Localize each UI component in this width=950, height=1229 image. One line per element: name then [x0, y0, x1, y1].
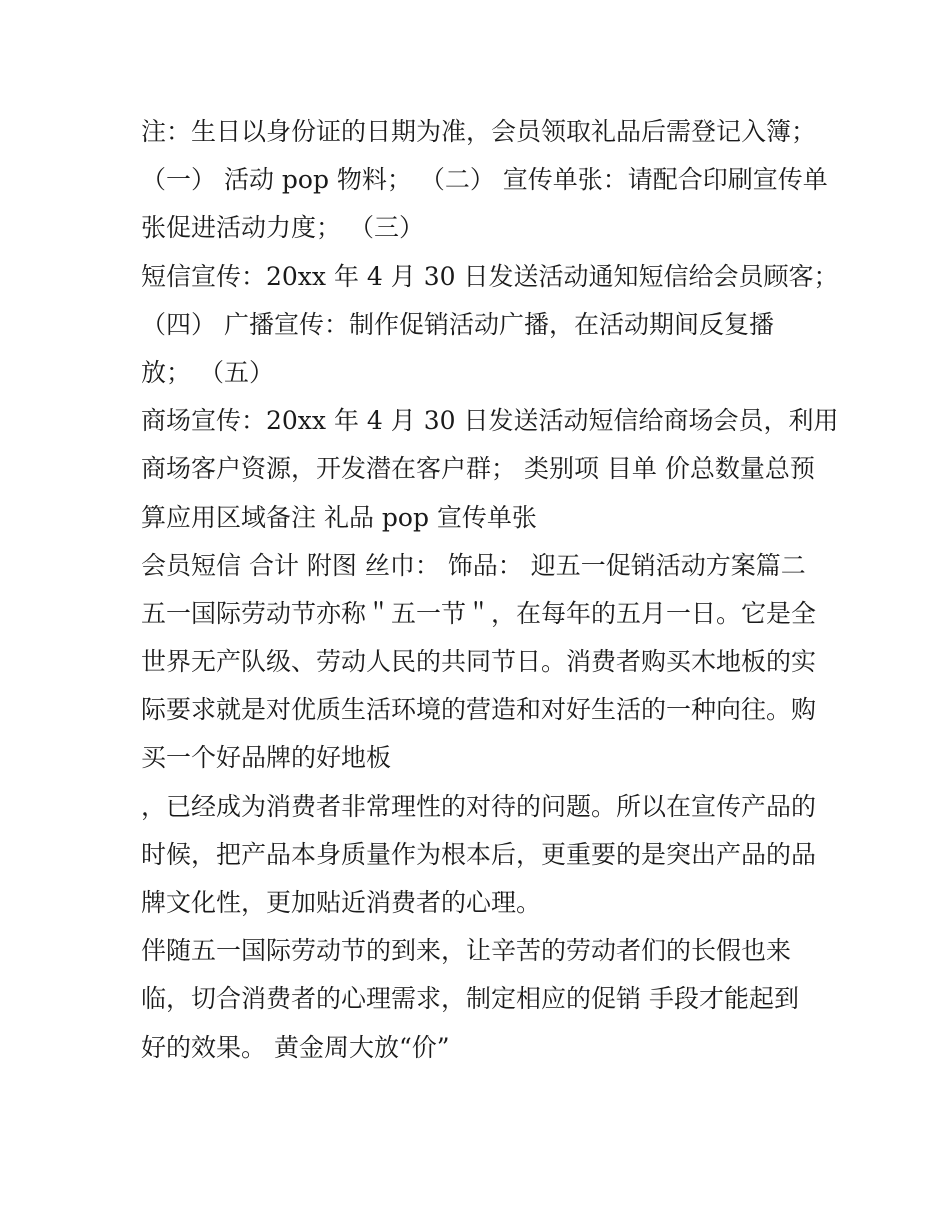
text-line: 算应用区域备注 礼品 pop 宣传单张: [141, 502, 537, 532]
text-line: 买一个好品牌的好地板: [141, 743, 392, 773]
text-line: 短信宣传：20xx 年 4 月 30 日发送活动通知短信给会员顾客；: [141, 261, 839, 291]
text-line: 临，切合消费者的心理需求，制定相应的促销 手段才能起到: [141, 984, 799, 1014]
text-line: 牌文化性，更加贴近消费者的心理。: [141, 888, 542, 917]
document-body: [141, 108, 841, 1072]
text-line: 注：生日以身份证的日期为准，会员领取礼品后需登记入簿；: [141, 117, 817, 146]
text-line: 时候，把产品本身质量作为根本后，更重要的是突出产品的品: [141, 839, 817, 869]
text-line: 商场宣传：20xx 年 4 月 30 日发送活动短信给商场会员，利用: [141, 406, 839, 436]
text-line: 好的效果。 黄金周大放“价”: [141, 1032, 450, 1062]
text-line: 伴随五一国际劳动节的到来，让辛苦的劳动者们的长假也来: [141, 936, 792, 966]
text-line: 会员短信 合计 附图 丝巾： 饰品： 迎五一促销活动方案篇二: [141, 550, 806, 580]
text-line: 世界无产队级、劳动人民的共同节日。消费者购买木地板的实: [141, 647, 817, 677]
text-line: 张促进活动力度； （三）: [141, 213, 424, 243]
text-line: （一） 活动 pop 物料； （二） 宣传单张：请配合印刷宣传单: [141, 165, 828, 195]
text-line: 放； （五）: [141, 357, 274, 387]
text-line: ，已经成为消费者非常理性的对待的问题。所以在宣传产品的: [141, 791, 817, 821]
text-line: 五一国际劳动节亦称＂五一节＂，在每年的五月一日。它是全: [141, 598, 817, 628]
text-line: （四） 广播宣传：制作促销活动广播，在活动期间反复播: [141, 309, 774, 339]
text-line: 商场客户资源，开发潜在客户群； 类别项 目单 价总数量总预: [141, 454, 815, 484]
text-line: 际要求就是对优质生活环境的营造和对好生活的一种向往。购: [141, 695, 817, 725]
